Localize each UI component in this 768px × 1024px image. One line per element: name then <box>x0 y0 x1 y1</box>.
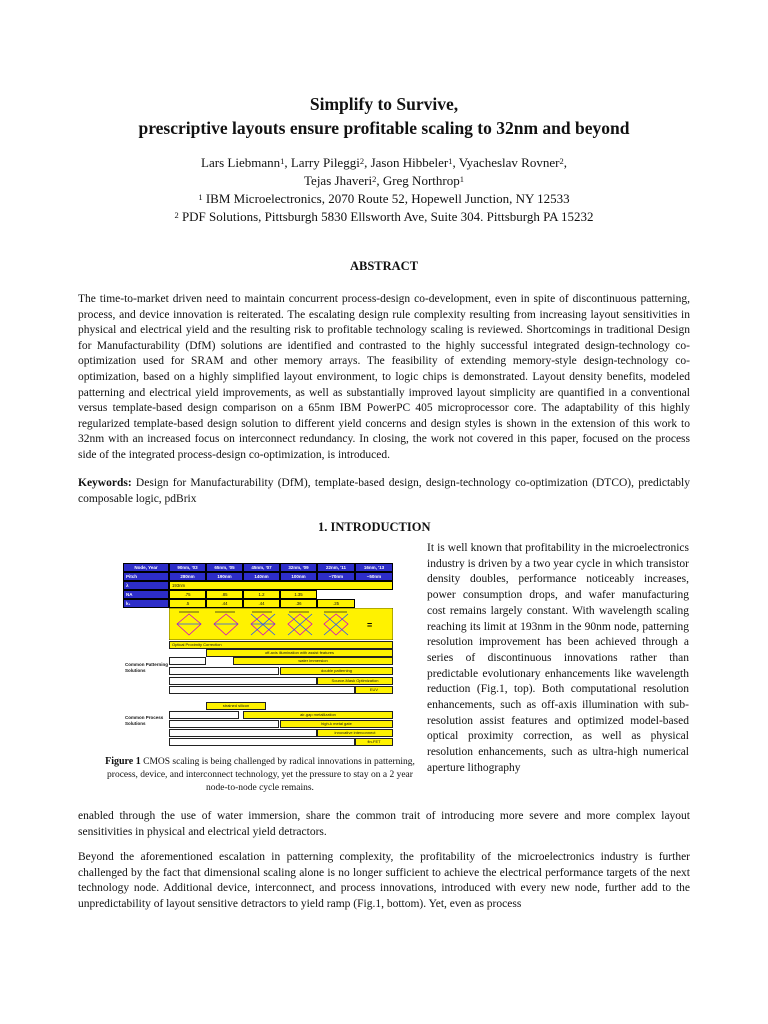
caption-text: CMOS scaling is being challenged by radical innovations in patterning, process, device, and interconnect technology, yet the pressure to stay on a 2 year node-to-node cycle remains. <box>107 757 415 793</box>
fig-na-value: .75 <box>169 590 206 599</box>
fig-header-cell: 16nm, '13 <box>355 563 393 572</box>
bar-opc: Optical Proximity Correction <box>169 641 393 649</box>
bar-off-axis: off-axis illumination with assist features <box>206 649 393 657</box>
bar-water-immersion: water immersion <box>233 657 393 665</box>
fig-na-value: 1.2 <box>243 590 280 599</box>
intro-continuation: enabled through the use of water immersion, share the common trait of introducing more severe and more complex layout sensitivities in physical and electrical yield detractors. <box>78 810 690 838</box>
bar-interconnect: innovative interconnect <box>317 729 393 737</box>
fig-header-cell: 65nm, '05 <box>206 563 243 572</box>
diffraction-diagrams <box>169 608 393 640</box>
keywords-text: Design for Manufacturability (DfM), template-based design, design-technology co-optimization (DTCO), predictably composable logic, pdBrix <box>78 477 690 505</box>
fig-pitch-value: 280nm <box>169 572 206 581</box>
equals-sign: = <box>367 620 373 630</box>
authors-line2: Tejas Jhaveri$^2$, Greg Northrop$^1$ <box>304 173 464 188</box>
keywords <box>78 476 690 507</box>
intro-right-column: It is well known that profitability in the microelectronics industry is driven by a two year cycle in which transistor density doubles, performance noticeably increases, power consumption drops, and wafer manufacturing cost remains largely constant. With wavelength scaling reaching its limit at 193nm in the 90nm node, patterning resolution improvement has been achieved through a series of discontinuous innovations rather than predictable evolutionary enhancements like wavelength reduction (Fig.1, top). Both computational resolution enhancements, such as off-axis illumination with sub-resolution assist features and optimized model-based optical proximity correction, as well as physical resolution enhancements, such as ultra-high numerical aperture lithography <box>427 542 689 774</box>
fig-na-value: 1.35 <box>280 590 317 599</box>
figure-1 <box>123 563 393 749</box>
fig-header-cell: 32nm, '09 <box>280 563 317 572</box>
fig-header-cell: Node, Year <box>123 563 169 572</box>
authors-line1: Lars Liebmann$^1$, Larry Pileggi$^2$, Jason Hibbeler$^1$, Vyacheslav Rovner$^2$, <box>201 155 567 170</box>
fig-pitch-value: 190nm <box>206 572 243 581</box>
fig-pitch-label: Pitch <box>123 572 169 581</box>
bar-blank <box>169 738 355 746</box>
fig-k1-value: .44 <box>206 599 243 608</box>
fig-pitch-value: ~70nm <box>317 572 355 581</box>
patterning-solutions-label: Common Patterning Solutions <box>125 662 169 673</box>
fig-header-cell: 45nm, '07 <box>243 563 280 572</box>
affiliation-2: $^2$ PDF Solutions, Pittsburgh 5830 Ellsworth Ave, Suite 304. Pittsburgh PA 15232 <box>174 209 594 224</box>
bar-blank <box>169 729 317 737</box>
bar-air-gap: air-gap metallization <box>243 711 393 719</box>
bar-blank <box>169 657 206 665</box>
intro-paragraph-2: Beyond the aforementioned escalation in patterning complexity, the profitability of the microelectronics industry is further challenged by the fact that dimensional scaling alone is no longer sufficient to achieve the electrical performance targets of the next technology node. Additional device, interconnect, and process innovations, introduced with every new node, further add to the unpredictability of layout sensitive detractors to yield ramp (Fig.1, bottom). Yet, even as process <box>78 851 690 910</box>
fig-k1-value: .36 <box>280 599 317 608</box>
keywords-label: Keywords: <box>78 477 132 489</box>
bar-euv: EUV <box>355 686 393 694</box>
bar-blank <box>169 667 279 675</box>
abstract-heading: ABSTRACT <box>349 259 419 273</box>
fig-na-label: NA <box>123 590 169 599</box>
caption-label: Figure 1 <box>105 756 141 767</box>
affiliation-1: $^1$ IBM Microelectronics, 2070 Route 52, Hopewell Junction, NY 12533 <box>198 191 570 206</box>
bar-blank <box>169 677 317 685</box>
bar-blank <box>169 720 279 728</box>
bar-double-patterning: double patterning <box>280 667 393 675</box>
fig-k1-value: .5 <box>169 599 206 608</box>
bar-finfet: fin-FET <box>355 738 393 746</box>
figure-1-caption <box>100 755 420 795</box>
section-heading-introduction: 1. INTRODUCTION <box>318 520 431 534</box>
paper-title-line2: prescriptive layouts ensure profitable scaling to 32nm and beyond <box>138 118 630 138</box>
fig-pitch-value: 140nm <box>243 572 280 581</box>
fig-lambda-label: λ <box>123 581 169 590</box>
fig-k1-value: .44 <box>243 599 280 608</box>
bar-blank <box>169 711 239 719</box>
fig-lambda-value: 193nm <box>169 581 393 590</box>
fig-header-cell: 90nm, '03 <box>169 563 206 572</box>
fig-k1-label: k₁ <box>123 599 169 608</box>
bar-high-k: high-k metal gate <box>280 720 393 728</box>
bar-blank <box>169 686 355 694</box>
fig-na-value: .85 <box>206 590 243 599</box>
bar-strained-silicon: strained silicon <box>206 702 266 710</box>
fig-k1-value: .25 <box>317 599 355 608</box>
paper-title-line1: Simplify to Survive, <box>309 94 459 114</box>
fig-pitch-value: ~50nm <box>355 572 393 581</box>
process-solutions-label: Common Process Solutions <box>125 715 164 726</box>
abstract-text: The time-to-market driven need to maintain concurrent process-design co-development, even in spite of discontinuous patterning, process, and device innovation is reiterated. The escalating design rule complexity resulting from increasing layout sensitivities in physical and electrical yield and the resulting risk to profitable technology scaling is reviewed. Shortcomings in traditional Design for Manufacturability (DfM) solutions are identified and contrasted to the highly successful integrated design-technology co-optimization used for SRAM and other memory arrays. The feasibility of extending memory-style design-technology co-optimization, based on a highly simplified layout environment, to logic chips is demonstrated. Layout density benefits, modeled patterning and electrical yield improvements, as well as substantially improved layout simplicity are quantified in a conventional versus template-based design comparison on a 65nm IBM PowerPC 405 microprocessor core. The adaptability of this highly regularized template-based design solution to different yield concerns and design styles is shown in the extension of this work to 32nm with an increased focus on interconnect redundancy. In closing, the work not covered in this paper, focused on the process side of the integrated process-design co-optimization, is introduced. <box>78 293 690 461</box>
fig-header-cell: 22nm, '11 <box>317 563 355 572</box>
fig-pitch-value: 100nm <box>280 572 317 581</box>
bar-source-mask-optimization: Source-Mask Optimization <box>317 677 393 685</box>
